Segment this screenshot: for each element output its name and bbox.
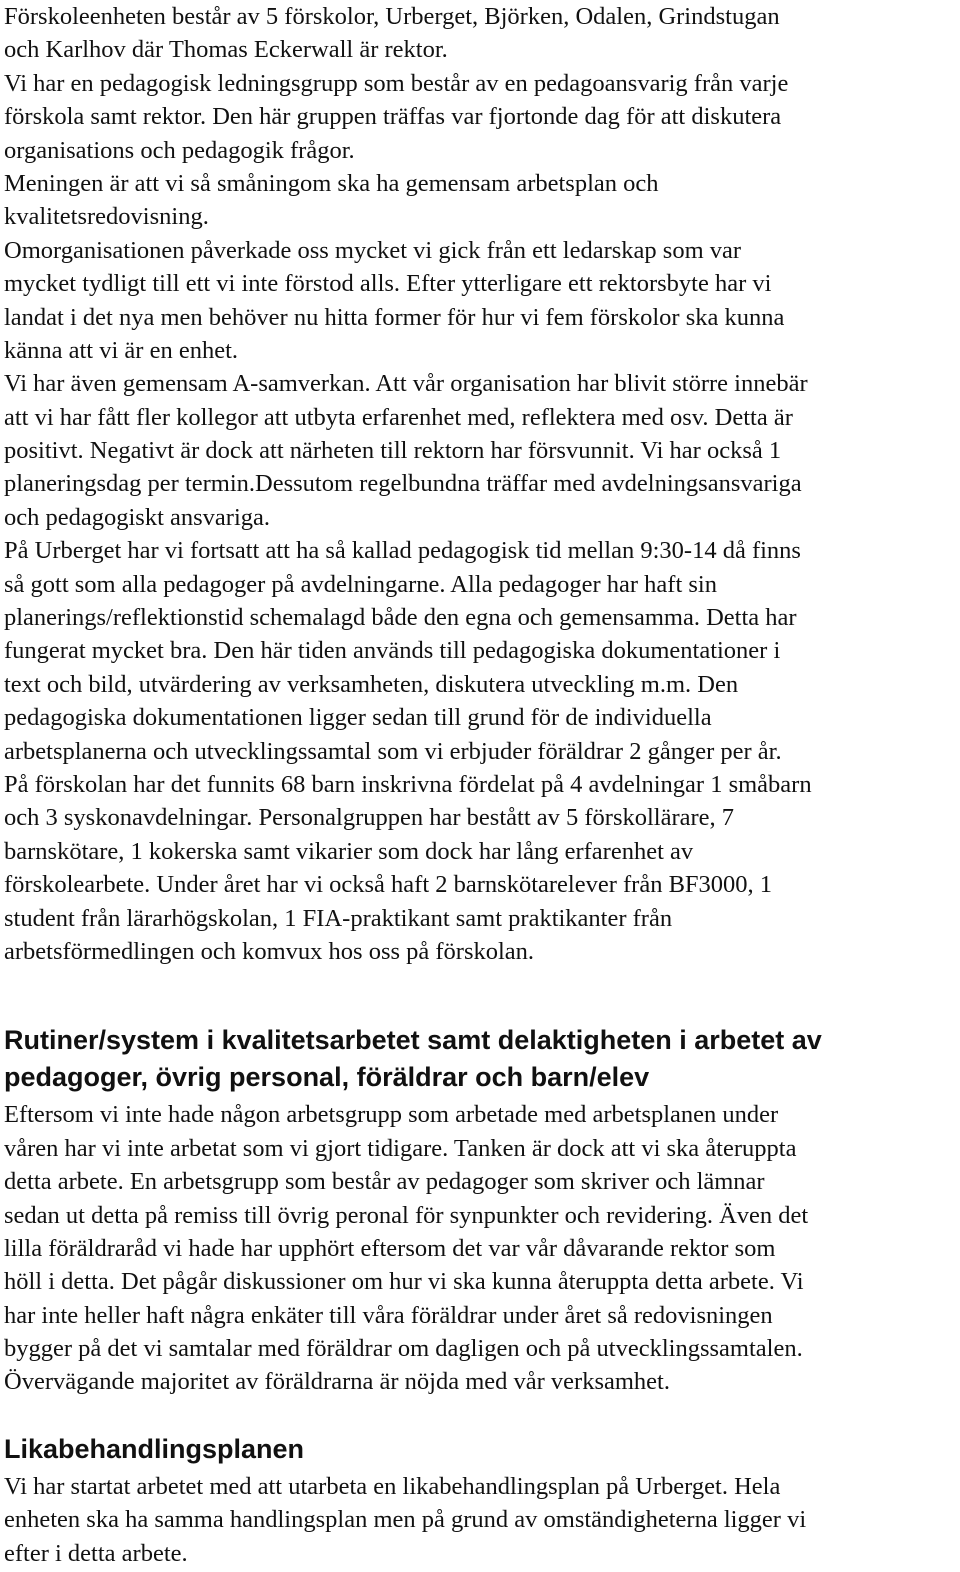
text-line: På förskolan har det funnits 68 barn inskrivna fördelat på 4 avdelningar 1 småbarn	[4, 770, 812, 798]
text-line: planeringsdag per termin.Dessutom regelbundna träffar med avdelningsansvariga	[4, 470, 802, 498]
text-line: text och bild, utvärdering av verksamheten, diskutera utveckling m.m. Den	[4, 670, 739, 698]
text-line: enheten ska ha samma handlingsplan men på grund av omständigheterna ligger vi	[4, 1506, 807, 1534]
section-heading: Likabehandlingsplanen	[4, 1433, 305, 1464]
text-line: Vi har även gemensam A-samverkan. Att vår organisation har blivit större innebär	[4, 370, 808, 398]
text-line: lilla föräldraråd vi hade har upphört eftersom det var vår dåvarande rektor som	[4, 1234, 776, 1262]
text-line: student från lärarhögskolan, 1 FIA-praktikant samt praktikanter från	[4, 904, 673, 932]
text-line: och 3 syskonavdelningar. Personalgruppen har bestått av 5 förskollärare, 7	[4, 804, 735, 832]
text-line: och Karlhov där Thomas Eckerwall är rektor.	[4, 36, 448, 64]
text-line: kvalitetsredovisning.	[4, 203, 209, 231]
text-line: fungerat mycket bra. Den här tiden används till pedagogiska dokumentationer i	[4, 637, 781, 665]
text-line: och pedagogiskt ansvariga.	[4, 503, 271, 531]
text-line: positivt. Negativt är dock att närheten till rektorn har försvunnit. Vi har också 1	[4, 437, 782, 465]
text-line: barnskötare, 1 kokerska samt vikarier som dock har lång erfarenhet av	[4, 837, 694, 865]
text-line: Vi har en pedagogisk ledningsgrupp som består av en pedagoansvarig från varje	[4, 69, 789, 97]
text-line: arbetsplanerna och utvecklingssamtal som vi erbjuder föräldrar 2 gånger per år.	[4, 737, 782, 765]
text-line: känna att vi är en enhet.	[4, 336, 239, 364]
section-body	[4, 1098, 956, 1399]
text-line: arbetsförmedlingen och komvux hos oss på förskolan.	[4, 937, 535, 965]
section-body	[4, 1470, 956, 1570]
text-line: våren har vi inte arbetat som vi gjort tidigare. Tanken är dock att vi ska återuppta	[4, 1134, 797, 1162]
text-line: detta arbete. En arbetsgrupp som består av pedagoger som skriver och lämnar	[4, 1168, 765, 1196]
text-line: så gott som alla pedagoger på avdelningarne. Alla pedagoger har haft sin	[4, 570, 717, 598]
section-rutiner	[4, 1022, 956, 1399]
text-line: att vi har fått fler kollegor att utbyta erfarenhet med, reflektera med osv. Detta är	[4, 403, 793, 431]
text-line: Förskoleenheten består av 5 förskolor, Urberget, Björken, Odalen, Grindstugan	[4, 3, 780, 30]
text-line: Meningen är att vi så småningom ska ha gemensam arbetsplan och	[4, 169, 659, 197]
text-line: bygger på det vi samtalar med föräldrar om dagligen och på utvecklingssamtalen.	[4, 1335, 803, 1363]
text-line: förskola samt rektor. Den här gruppen träffas var fjortonde dag för att diskutera	[4, 103, 782, 131]
section-heading: pedagoger, övrig personal, föräldrar och barn/elev	[4, 1062, 650, 1093]
text-line: planerings/reflektionstid schemalagd både den egna och gemensamma. Detta har	[4, 604, 797, 632]
text-line: organisations och pedagogik frågor.	[4, 136, 355, 164]
text-line: höll i detta. Det pågår diskussioner om hur vi ska kunna återuppta detta arbete. Vi	[4, 1268, 804, 1296]
text-line: Omorganisationen påverkade oss mycket vi gick från ett ledarskap som var	[4, 236, 742, 264]
text-line: har inte heller haft några enkäter till våra föräldrar under året så redovisningen	[4, 1301, 773, 1329]
text-line: efter i detta arbete.	[4, 1539, 188, 1567]
text-line: Övervägande majoritet av föräldrarna är nöjda med vår verksamhet.	[4, 1368, 670, 1396]
text-line: Eftersom vi inte hade någon arbetsgrupp som arbetade med arbetsplanen under	[4, 1101, 779, 1129]
text-line: På Urberget har vi fortsatt att ha så kallad pedagogisk tid mellan 9:30-14 då finns	[4, 537, 801, 565]
text-line: Vi har startat arbetet med att utarbeta en likabehandlingsplan på Urberget. Hela	[4, 1472, 781, 1500]
text-line: mycket tydligt till ett vi inte förstod alls. Efter ytterligare ett rektorsbyte har vi	[4, 270, 772, 298]
text-line: sedan ut detta på remiss till övrig peronal för synpunkter och revidering. Även det	[4, 1201, 809, 1229]
intro-paragraphs	[4, 0, 956, 968]
text-line: pedagogiska dokumentationen ligger sedan till grund för de individuella	[4, 704, 712, 732]
text-line: förskolearbete. Under året har vi också haft 2 barnskötarelever från BF3000, 1	[4, 871, 773, 899]
document-page	[4, 0, 956, 1570]
section-heading: Rutiner/system i kvalitetsarbetet samt delaktigheten i arbetet av	[4, 1025, 822, 1056]
section-likabehandling	[4, 1431, 956, 1570]
text-line: landat i det nya men behöver nu hitta former för hur vi fem förskolor ska kunna	[4, 303, 785, 331]
